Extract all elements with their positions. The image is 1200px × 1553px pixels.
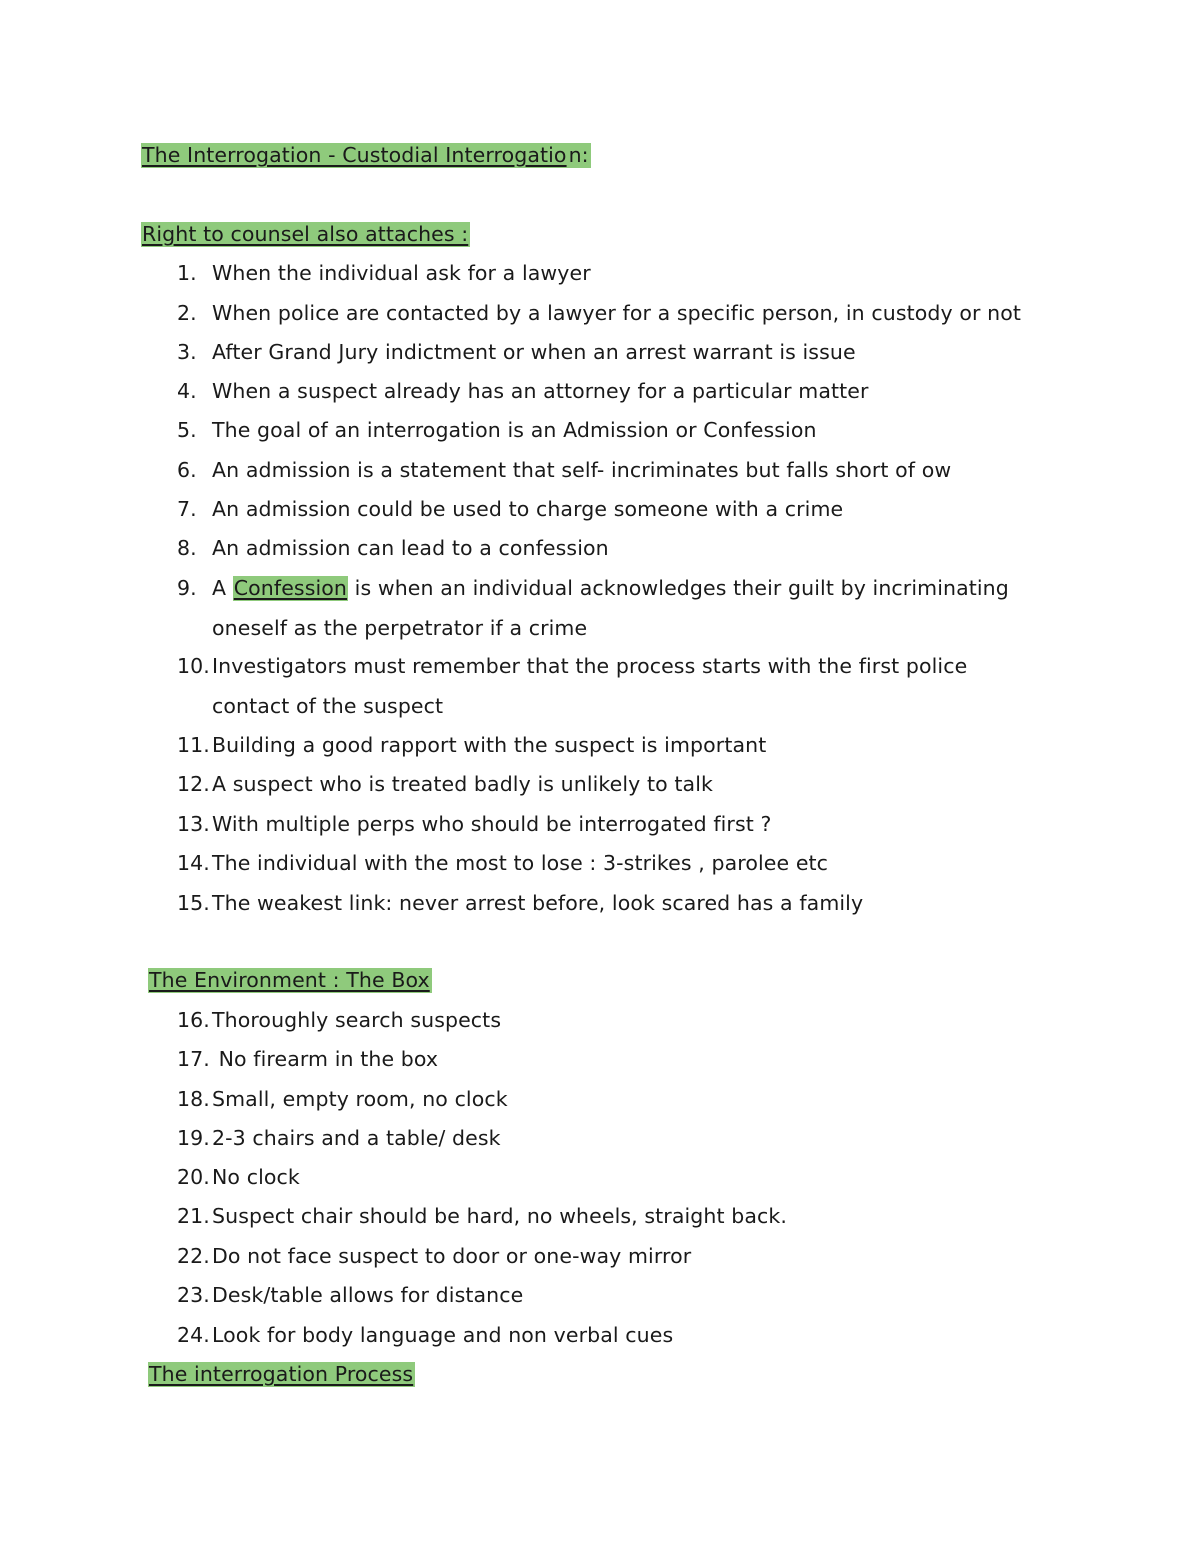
list-text: Look for body language and non verbal cues [212, 1323, 674, 1347]
list-text: Do not face suspect to door or one-way mirror [212, 1244, 692, 1268]
list-number: 11. [177, 733, 210, 757]
list-text: When the individual ask for a lawyer [212, 261, 591, 285]
list-text: The weakest link: never arrest before, look scared has a family [212, 891, 864, 915]
list-item [177, 1321, 673, 1349]
list-item [177, 495, 843, 523]
list-text: Building a good rapport with the suspect is important [212, 733, 767, 757]
list-number: 15. [177, 891, 210, 915]
list-item [177, 377, 869, 405]
list-text: A suspect who is treated badly is unlikely to talk [212, 772, 713, 796]
section-heading-text: The Environment : The Box [149, 968, 430, 992]
list-item [177, 770, 713, 798]
list-item [177, 652, 967, 680]
list-text: When police are contacted by a lawyer for a specific person, in custody or not [212, 301, 1022, 325]
list-number: 13. [177, 812, 210, 836]
list-text: Investigators must remember that the process starts with the first police [212, 654, 968, 678]
list-item [177, 456, 951, 484]
list-text: Desk/table allows for distance [212, 1283, 524, 1307]
list-item [177, 574, 1009, 602]
list-text: The individual with the most to lose : 3-strikes , parolee etc [212, 851, 829, 875]
list-item [177, 534, 609, 562]
list-item [177, 1006, 501, 1034]
list-text-prefix: A [212, 576, 233, 600]
section-heading-text: Right to counsel also attaches : [142, 222, 469, 246]
list-item [177, 1085, 508, 1113]
list-text: 2-3 chairs and a table/ desk [212, 1126, 501, 1150]
list-item [177, 1242, 691, 1270]
list-text: is when an individual acknowledges their guilt by incriminating [348, 576, 1009, 600]
section-heading-process [148, 1360, 415, 1388]
list-number: 9. [177, 576, 197, 600]
section-heading-right-to-counsel [141, 220, 470, 248]
list-item [177, 810, 771, 838]
document-title-highlight: The Interrogation - Custodial Interrogatio [142, 143, 567, 167]
section-heading-text: The interrogation Process [149, 1362, 414, 1386]
list-item [177, 1281, 523, 1309]
list-item [177, 1124, 501, 1152]
list-number: 22. [177, 1244, 210, 1268]
list-number: 3. [177, 340, 197, 364]
list-number: 6. [177, 458, 197, 482]
list-text: Thoroughly search suspects [212, 1008, 502, 1032]
list-number: 14. [177, 851, 210, 875]
list-number: 4. [177, 379, 197, 403]
list-number: 17. [177, 1047, 210, 1071]
list-text: No firearm in the box [212, 1047, 439, 1071]
list-item [177, 1202, 787, 1230]
list-text: An admission can lead to a confession [212, 536, 609, 560]
list-text: With multiple perps who should be interrogated first ? [212, 812, 772, 836]
list-item [177, 299, 1021, 327]
list-text: The goal of an interrogation is an Admission or Confession [212, 418, 817, 442]
list-item-continuation: contact of the suspect [212, 694, 444, 718]
list-number: 10. [177, 654, 210, 678]
list-number: 21. [177, 1204, 210, 1228]
list-number: 18. [177, 1087, 210, 1111]
list-text: After Grand Jury indictment or when an arrest warrant is issue [212, 340, 856, 364]
list-number: 23. [177, 1283, 210, 1307]
list-text: An admission could be used to charge someone with a crime [212, 497, 844, 521]
list-number: 20. [177, 1165, 210, 1189]
list-item [177, 338, 856, 366]
list-number: 5. [177, 418, 197, 442]
list-item-continuation: oneself as the perpetrator if a crime [212, 616, 588, 640]
list-item [177, 259, 591, 287]
list-number: 19. [177, 1126, 210, 1150]
list-text: No clock [212, 1165, 300, 1189]
list-number: 7. [177, 497, 197, 521]
list-number: 12. [177, 772, 210, 796]
list-number: 16. [177, 1008, 210, 1032]
list-text: When a suspect already has an attorney for a particular matter [212, 379, 869, 403]
document-title [141, 141, 591, 169]
list-item [177, 1045, 438, 1073]
list-text: An admission is a statement that self- incriminates but falls short of ow [212, 458, 952, 482]
list-item [177, 416, 817, 444]
list-number: 8. [177, 536, 197, 560]
list-item [177, 731, 766, 759]
list-item [177, 889, 863, 917]
section-heading-environment [148, 966, 432, 994]
list-text: Suspect chair should be hard, no wheels, straight back. [212, 1204, 787, 1228]
list-number: 1. [177, 261, 197, 285]
document-title-tail: n: [568, 143, 589, 167]
list-item [177, 1163, 300, 1191]
list-number: 24. [177, 1323, 210, 1347]
list-item [177, 849, 828, 877]
confession-highlight: Confession [233, 576, 348, 600]
list-number: 2. [177, 301, 197, 325]
list-text: Small, empty room, no clock [212, 1087, 508, 1111]
